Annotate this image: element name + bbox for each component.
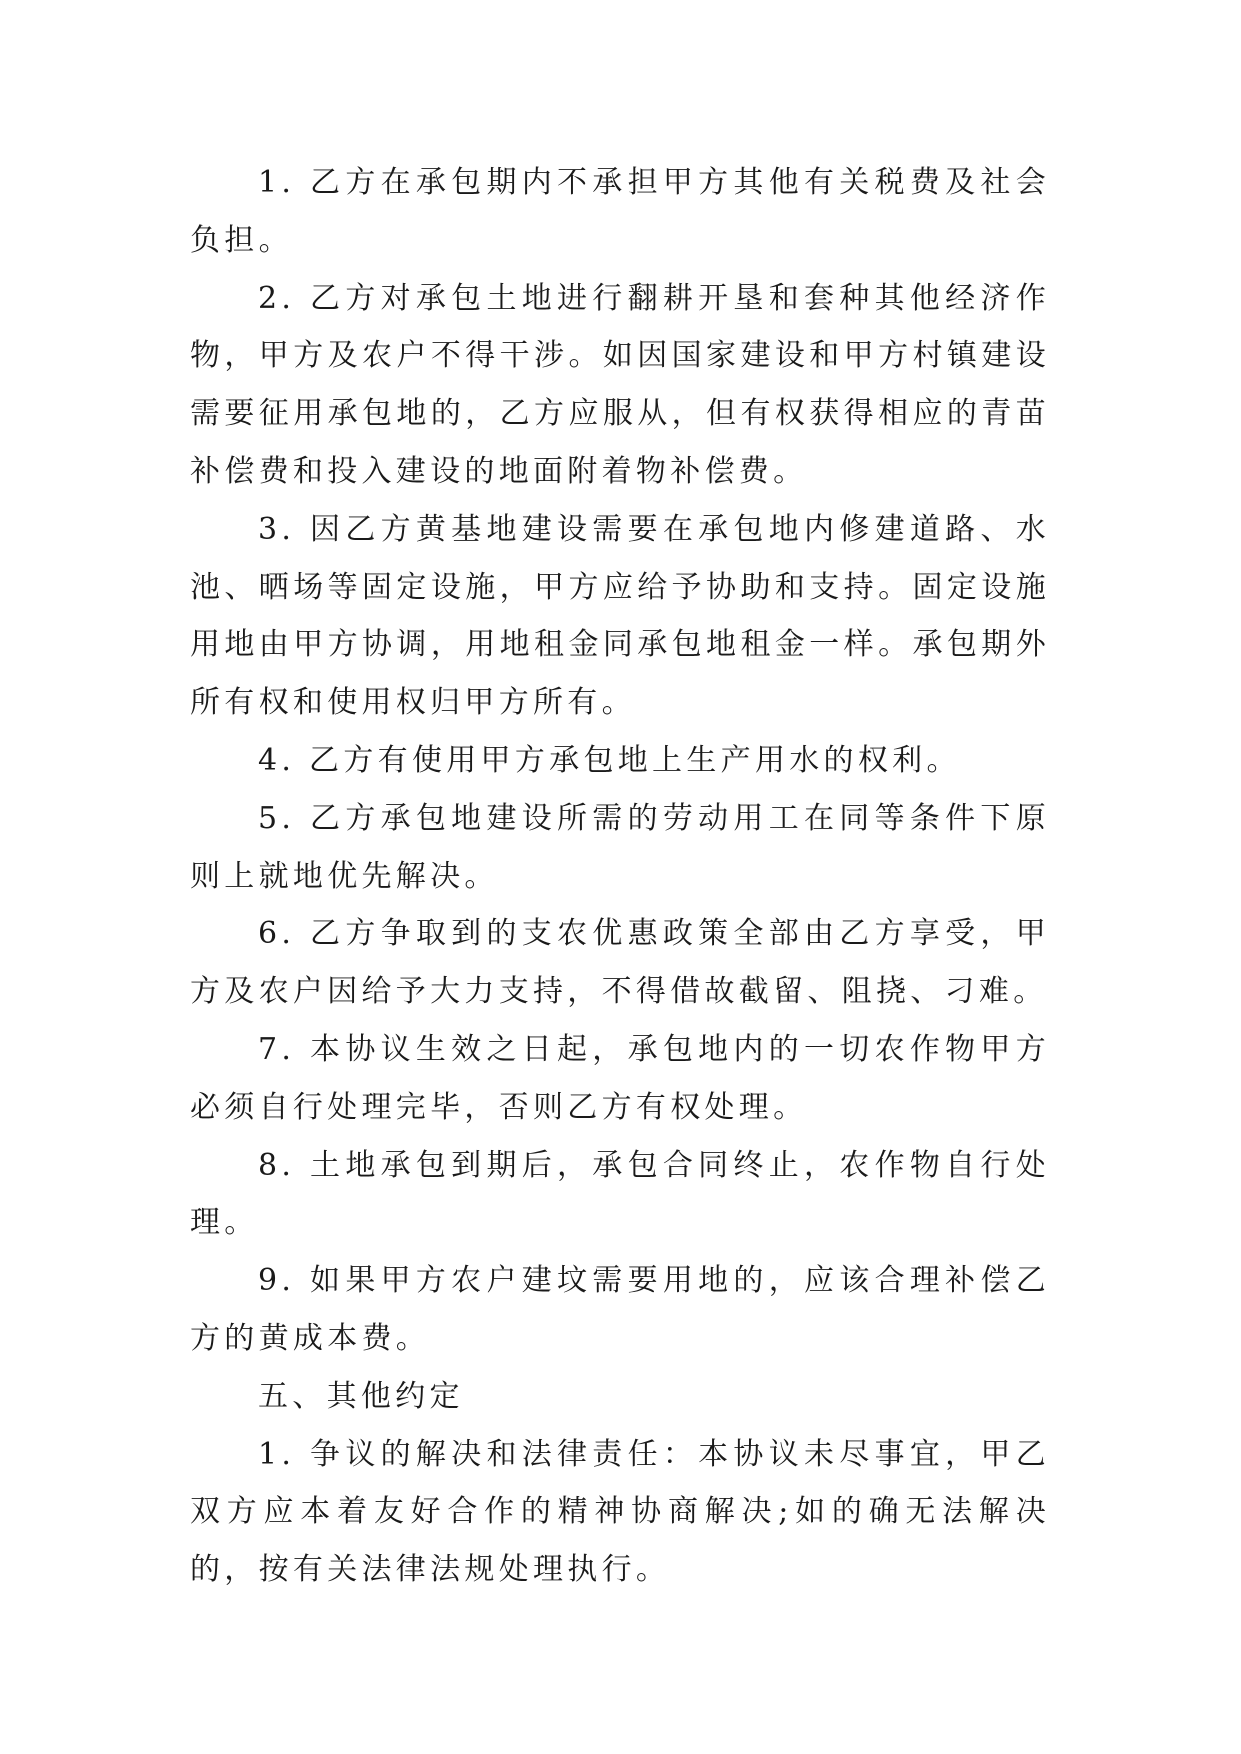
clause-7: 7. 本协议生效之日起，承包地内的一切农作物甲方必须自行处理完毕，否则乙方有权处理。: [190, 1031, 1050, 1125]
other-clause-1: 1. 争议的解决和法律责任：本协议未尽事宜，甲乙双方应本着友好合作的精神协商解决;如的确无法解决的，按有关法律法规处理执行。: [190, 1436, 1050, 1588]
clause-4: 4. 乙方有使用甲方承包地上生产用水的权利。: [258, 742, 961, 778]
clause-3: 3. 因乙方黄基地建设需要在承包地内修建道路、水池、晒场等固定设施，甲方应给予协助和支持。固定设施用地由甲方协调，用地租金同承包地租金一样。承包期外所有权和使用权归甲方所有。: [190, 511, 1050, 721]
document-body: [190, 154, 1050, 1599]
section-heading: 五、其他约定: [258, 1378, 464, 1414]
clause-1: 1. 乙方在承包期内不承担甲方其他有关税费及社会负担。: [190, 165, 1050, 258]
clause-5: 5. 乙方承包地建设所需的劳动用工在同等条件下原则上就地优先解决。: [190, 800, 1050, 894]
clause-6: 6. 乙方争取到的支农优惠政策全部由乙方享受，甲方及农户因给予大力支持，不得借故截留、阻挠、刁难。: [190, 916, 1050, 1010]
clause-2: 2. 乙方对承包土地进行翻耕开垦和套种其他经济作物，甲方及农户不得干涉。如因国家建设和甲方村镇建设需要征用承包地的，乙方应服从，但有权获得相应的青苗补偿费和投入建设的地面附着物补偿费。: [190, 280, 1050, 489]
clause-9: 9. 如果甲方农户建坟需要用地的，应该合理补偿乙方的黄成本费。: [190, 1263, 1050, 1356]
clause-8: 8. 土地承包到期后，承包合同终止，农作物自行处理。: [190, 1147, 1050, 1241]
